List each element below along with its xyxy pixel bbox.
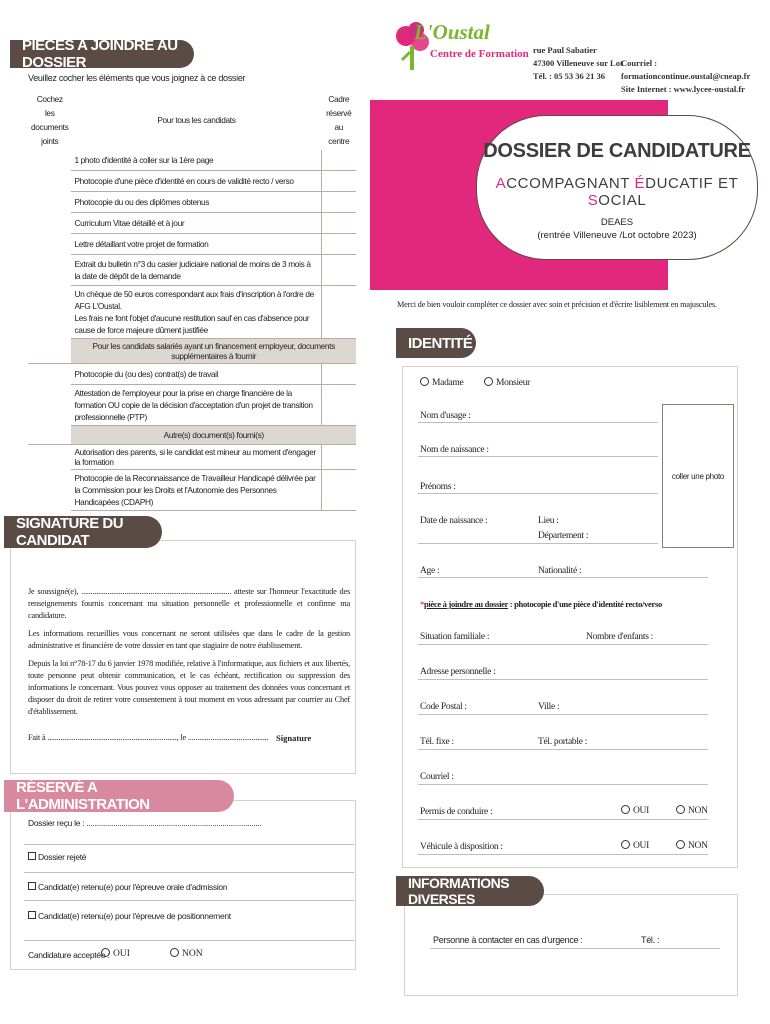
email-line[interactable]: Courriel : formationcontinue.oustal@cneap.fr	[621, 58, 751, 81]
admin-accepted-oui[interactable]	[101, 948, 130, 959]
divider	[418, 854, 708, 855]
divider	[418, 819, 708, 820]
admin-rejected[interactable]	[28, 852, 86, 862]
ville-label: Ville :	[538, 702, 560, 712]
madame-option[interactable]	[420, 377, 463, 388]
cp-field[interactable]	[418, 714, 708, 715]
vehicule-label: Véhicule à disposition :	[420, 842, 503, 852]
adresse-field[interactable]	[418, 679, 708, 680]
permis-oui[interactable]	[621, 805, 649, 816]
table-row	[28, 470, 356, 511]
table-row	[28, 286, 356, 339]
signature-text	[28, 586, 350, 718]
piece-note	[420, 599, 662, 609]
non-label: NON	[688, 806, 708, 816]
vehicule-non[interactable]	[676, 840, 708, 851]
radio[interactable]	[101, 948, 110, 957]
admin-accepted-non[interactable]	[170, 948, 203, 959]
pieces-intro: Veuillez cocher les éléments que vous joignez à ce dossier	[28, 73, 246, 83]
age-label: Age :	[420, 566, 440, 576]
nationalite-label: Nationalité :	[538, 566, 582, 576]
departement-label: Département :	[538, 531, 589, 541]
divider	[24, 940, 354, 941]
tel-field[interactable]	[418, 749, 708, 750]
list-item: Photocopie d'une pièce d'identité en cours de validité recto / verso	[71, 171, 321, 192]
list-item	[71, 286, 321, 339]
list-item: Photocopie du (ou des) contrat(s) de travail	[71, 364, 321, 385]
list-item: Photocopie du ou des diplômes obtenus	[71, 192, 321, 213]
list-item: Photocopie de la Reconnaissance de Travailleur Handicapé délivrée par la Commission pour les Droits et l'Autonomie des Personnes Handicapées (CDAPH)	[71, 470, 321, 511]
checkbox[interactable]	[28, 882, 36, 890]
oui-label: OUI	[113, 949, 130, 959]
divers-box	[404, 894, 738, 996]
naissance-field[interactable]	[418, 543, 658, 544]
nom-usage-label: Nom d'usage :	[420, 411, 471, 421]
situation-field[interactable]	[418, 644, 708, 645]
band-other: Autre(s) document(s) fourni(s)	[71, 426, 356, 445]
signature-label: Signature	[276, 733, 312, 743]
table-row	[28, 150, 356, 171]
table-row	[28, 255, 356, 286]
pieces-heading: PIECES A JOINDRE AU DOSSIER	[10, 40, 194, 68]
signature-p1: Je soussigné(e), ................................................................................ atteste sur l'honneur l'exactitude des renseignements fournis concernant ma situation personnelle et professionnelle et confirme ma candidature.	[28, 587, 350, 620]
admin-positioning-label: Candidat(e) retenu(e) pour l'épreuve de positionnement	[38, 911, 231, 921]
prenoms-field[interactable]	[418, 493, 658, 494]
admin-heading: RÉSERVÉ A L'ADMINISTRATION	[4, 780, 234, 812]
table-row	[28, 385, 356, 426]
table-row	[28, 213, 356, 234]
cheque-line: Les frais ne font l'objet d'aucune restitution sauf en cas d'absence pour cause de force majeure dûment justifiée	[74, 313, 310, 335]
nom-naissance-field[interactable]	[418, 456, 658, 457]
lieu-label: Lieu :	[538, 516, 559, 526]
table-row	[28, 171, 356, 192]
logo-subtitle: Centre de Formation	[430, 48, 529, 60]
date-naissance-label: Date de naissance :	[420, 516, 488, 526]
fait-line[interactable]: Fait à ....................................................................., le ...........................................	[28, 733, 269, 742]
signature-p2: Les informations recueillies vous concernant ne seront utilisées que dans le cadre de la gestion administrative et financière de votre dossier en tant que stagiaire de notre établissement.	[28, 629, 350, 650]
divers-heading: INFORMATIONS DIVERSES	[396, 876, 544, 906]
prenoms-label: Prénoms :	[420, 482, 456, 492]
logo-text: L'Oustal	[414, 20, 490, 44]
admin-positioning[interactable]	[28, 911, 231, 921]
divider	[24, 872, 354, 873]
pieces-table	[28, 90, 356, 511]
radio[interactable]	[170, 948, 179, 957]
admin-oral-label: Candidat(e) retenu(e) pour l'épreuve orale d'admission	[38, 882, 228, 892]
radio[interactable]	[676, 840, 685, 849]
courriel-label: Courriel :	[420, 772, 454, 782]
enfants-label: Nombre d'enfants :	[586, 632, 654, 642]
title-diploma: DEAES	[600, 217, 634, 228]
courriel-field[interactable]	[418, 784, 708, 785]
permis-non[interactable]	[676, 805, 708, 816]
contact-field[interactable]	[430, 948, 720, 949]
contact-block	[621, 57, 770, 96]
situation-label: Situation familiale :	[420, 632, 490, 642]
col-admin-header: Cadre réservé au centre	[326, 94, 352, 146]
radio[interactable]	[621, 840, 630, 849]
oui-label: OUI	[633, 841, 649, 851]
website-line[interactable]: Site Internet : www.lycee-oustal.fr	[621, 84, 745, 94]
piece-link: pièce à joindre au dossier	[423, 599, 508, 609]
col-check-header: Cochez les documents joints	[31, 94, 69, 146]
table-row	[28, 234, 356, 255]
page-title: DOSSIER DE CANDIDATURE	[483, 140, 751, 162]
list-item: Lettre détaillant votre projet de formation	[71, 234, 321, 255]
list-item: Autorisation des parents, si le candidat est mineur au moment d'engager la formation	[71, 445, 321, 470]
table-row	[28, 445, 356, 470]
title-card	[476, 115, 758, 260]
monsieur-option[interactable]	[484, 377, 530, 388]
address-block	[533, 44, 623, 83]
radio[interactable]	[621, 805, 630, 814]
identity-note: Merci de bien vouloir compléter ce dossier avec soin et précision et d'écrire lisiblement en majuscules.	[397, 300, 717, 309]
piece-star: *	[420, 599, 424, 609]
non-label: NON	[688, 841, 708, 851]
madame-label: Madame	[432, 378, 464, 388]
adresse-label: Adresse personnelle :	[420, 667, 496, 677]
tel-portable-label: Tél. portable :	[538, 737, 588, 747]
address-line: 47300 Villeneuve sur Lot	[533, 58, 623, 68]
nom-usage-field[interactable]	[418, 422, 658, 423]
signature-heading: SIGNATURE DU CANDIDAT	[4, 516, 162, 548]
admin-rejected-label: Dossier rejeté	[38, 852, 87, 862]
address-line: Tél. : 05 53 36 21 36	[533, 71, 606, 81]
identity-heading: IDENTITÉ	[396, 328, 476, 358]
logo	[392, 20, 529, 74]
vehicule-oui[interactable]	[621, 840, 649, 851]
checkbox[interactable]	[28, 852, 36, 860]
piece-rest: : photocopie d'une pièce d'identité recto/verso	[507, 599, 662, 609]
age-field[interactable]	[418, 577, 708, 578]
admin-oral[interactable]	[28, 882, 227, 892]
list-item: Extrait du bulletin n°3 du casier judiciaire national de moins de 3 mois à la date de dépôt de la demande	[71, 255, 321, 286]
list-item: 1 photo d'identité à coller sur la 1ère page	[71, 150, 321, 171]
radio[interactable]	[484, 377, 493, 386]
title-session: (rentrée Villeneuve /Lot octobre 2023)	[537, 230, 697, 241]
oui-label: OUI	[633, 806, 649, 816]
nom-naissance-label: Nom de naissance :	[420, 445, 489, 455]
monsieur-label: Monsieur	[496, 378, 531, 388]
radio[interactable]	[676, 805, 685, 814]
address-line: rue Paul Sabatier	[533, 45, 597, 55]
photo-box[interactable]	[662, 404, 734, 548]
table-row	[28, 192, 356, 213]
contact-tel-label: Tél. :	[641, 935, 660, 945]
admin-accepted: Candidature acceptée :	[28, 950, 110, 960]
contact-urgence-label: Personne à contacter en cas d'urgence :	[433, 935, 583, 945]
list-item: Attestation de l'employeur pour la prise en charge financière de la formation OU copie de la décision d'acceptation d'un projet de transition professionnelle (PTP)	[71, 385, 321, 426]
radio[interactable]	[420, 377, 429, 386]
non-label: NON	[182, 949, 203, 959]
band-employer: Pour les candidats salariés ayant un financement employeur, documents supplémentaires à fournir	[71, 339, 356, 364]
table-row	[28, 364, 356, 385]
divider	[24, 844, 354, 845]
photo-label: coller une photo	[671, 471, 725, 481]
signature-p3: Depuis la loi n°78-17 du 6 janvier 1978 modifiée, relative à l'informatique, aux fichiers et aux libertés, toute personne peut obtenir communication, et le cas échéant, rectification ou suppression des informations le concernant. Vous pouvez vous opposer au traitement des données vous concernant et disposer du droit de retirer votre consentement à tout moment en vous adressant par courrier au Chef d'établissement.	[28, 659, 350, 716]
cheque-line: Un chèque de 50 euros correspondant aux frais d'inscription à l'ordre de AFG L'Oustal.	[74, 289, 314, 311]
col-all-header: Pour tous les candidats	[157, 115, 236, 125]
admin-received[interactable]: Dossier reçu le : .....................................................................................	[28, 818, 262, 828]
checkbox[interactable]	[28, 911, 36, 919]
divider	[24, 900, 354, 901]
cp-label: Code Postal :	[420, 702, 467, 712]
permis-label: Permis de conduire :	[420, 807, 493, 817]
tel-fixe-label: Tél. fixe :	[420, 737, 454, 747]
list-item: Curriculum Vitae détaillé et à jour	[71, 213, 321, 234]
title-subtitle: ACCOMPAGNANT ÉDUCATIF ET SOCIAL	[495, 175, 739, 209]
